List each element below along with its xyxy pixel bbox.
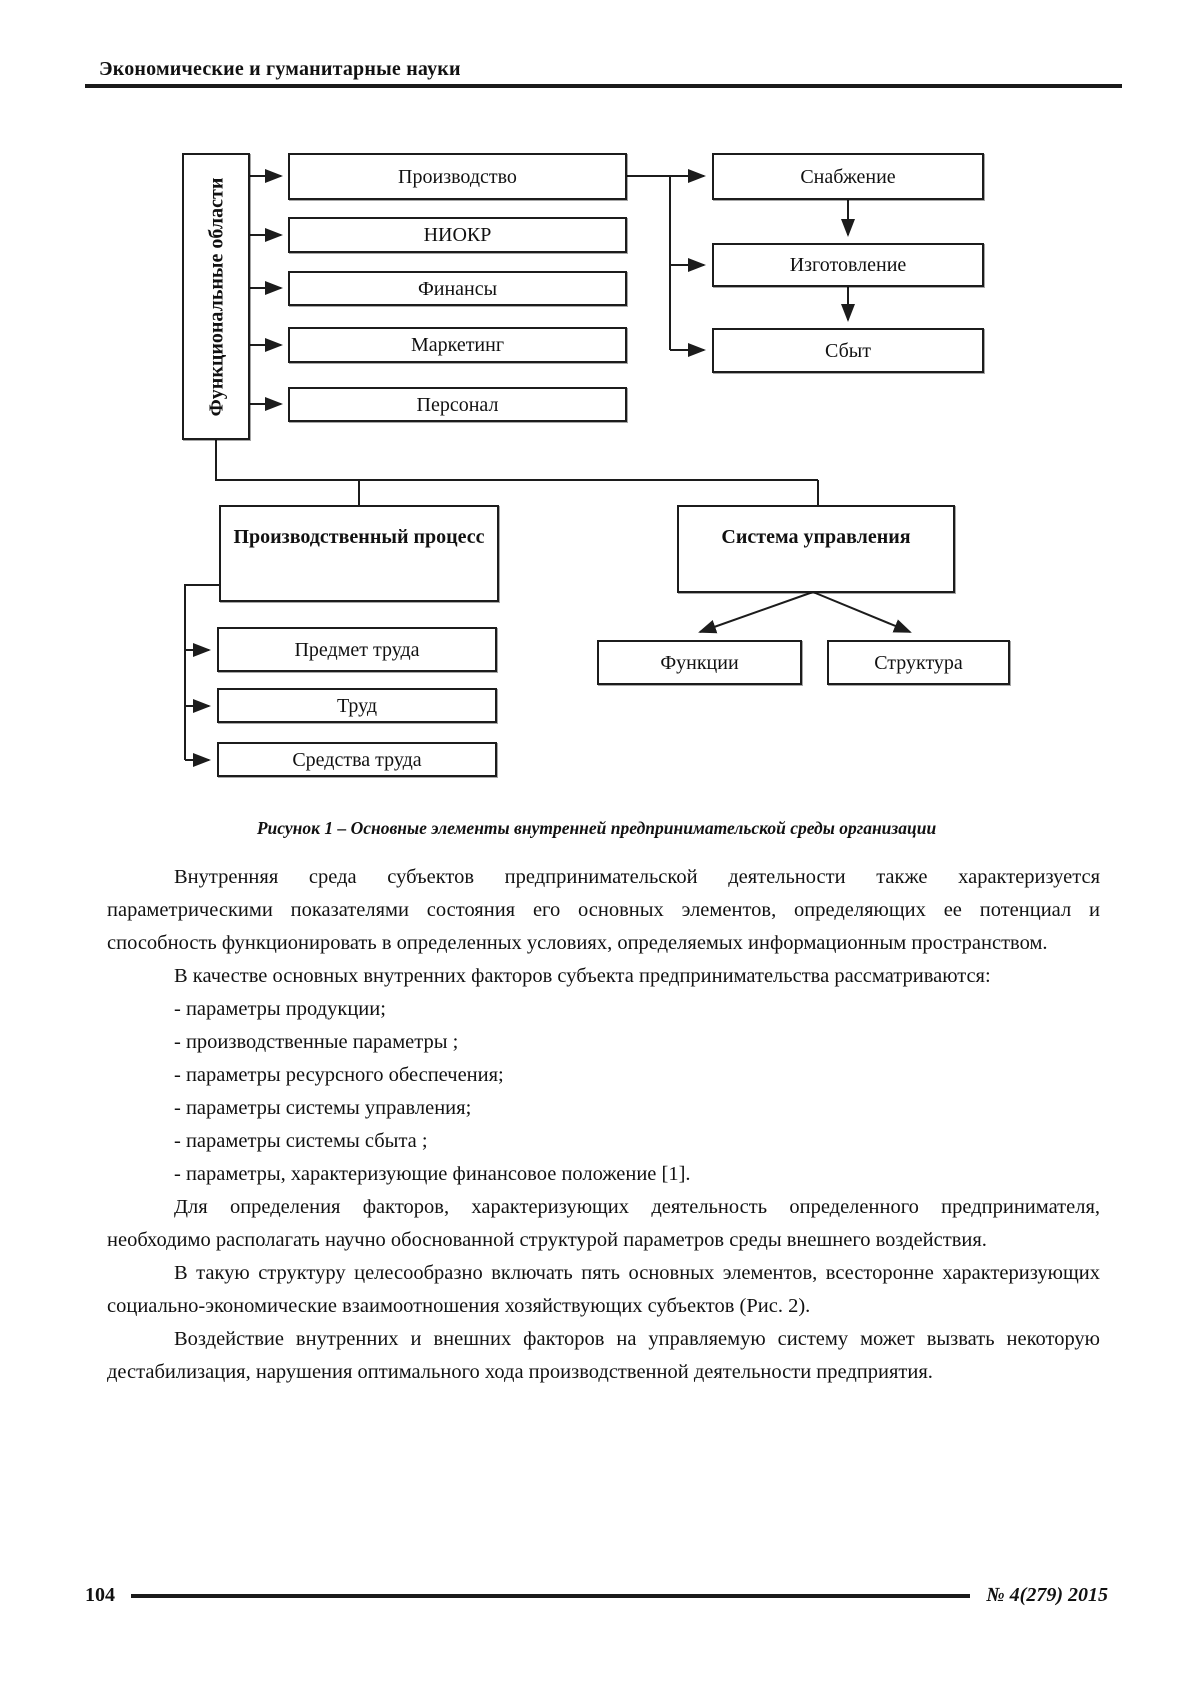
- paragraph: В такую структуру целесообразно включать пять основных элементов, всесторонне характеризующих социально-экономические взаимоотношения хозяйствующих субъектов (Рис. 2).: [107, 1262, 1100, 1317]
- node-structure-label: Структура: [874, 651, 963, 674]
- page-footer: [85, 1584, 1108, 1607]
- node-marketing-label: Маркетинг: [410, 334, 505, 356]
- node-sales-label: Сбыт: [825, 339, 871, 362]
- node-rnd: [288, 217, 627, 253]
- node-subject-of-labor: [217, 627, 497, 672]
- node-finance-label: Финансы: [417, 277, 498, 300]
- list-item: - параметры продукции;: [174, 998, 386, 1020]
- node-subject-of-labor-label: Предмет труда: [294, 638, 420, 661]
- issue-label: № 4(279) 2015: [986, 1584, 1108, 1606]
- node-functions: [597, 640, 802, 685]
- node-rnd-label: НИОКР: [423, 224, 492, 246]
- node-sales: [712, 328, 984, 373]
- figure-caption: Рисунок 1 – Основные элементы внутренней предпринимательской среды организации: [256, 818, 937, 838]
- list-item: - производственные параметры ;: [174, 1031, 459, 1053]
- list-item: - параметры, характеризующие финансовое положение [1].: [174, 1163, 691, 1185]
- node-functions-label: Функции: [660, 651, 739, 674]
- node-functional-areas: [182, 153, 250, 440]
- node-management-system-label: Система управления: [721, 526, 911, 548]
- node-marketing: [288, 327, 627, 363]
- paragraph: Внутренняя среда субъектов предпринимательской деятельности также характеризуется параметрическими показателями состояния его основных элементов, определяющих ее потенциал и способность функционировать в определенных условиях, определяемых информационным пространством.: [107, 866, 1100, 954]
- list-item: - параметры системы управления;: [174, 1097, 472, 1119]
- node-production-process-label: Производственный процесс: [233, 526, 485, 548]
- node-production: [288, 153, 627, 200]
- paragraph: Для определения факторов, характеризующих деятельность определенного предпринимателя, необходимо располагать научно обоснованной структурой параметров среды внешнего воздействия.: [107, 1196, 1100, 1251]
- list-item: - параметры системы сбыта ;: [174, 1130, 428, 1152]
- list-item: - параметры ресурсного обеспечения;: [174, 1064, 504, 1086]
- node-labor-label: Труд: [336, 694, 378, 717]
- running-header-title: Экономические и гуманитарные науки: [99, 58, 461, 80]
- article-body: [107, 861, 1100, 1389]
- paragraph: Воздействие внутренних и внешних факторов на управляемую систему может вызвать некоторую дестабилизация, нарушения оптимального хода производственной деятельности предприятия.: [107, 1328, 1100, 1383]
- node-functional-areas-label: Функциональные области: [205, 177, 228, 416]
- node-supply: [712, 153, 984, 200]
- node-personnel: [288, 387, 627, 422]
- node-means-of-labor: [217, 742, 497, 777]
- footer-rule: [131, 1594, 970, 1598]
- node-production-process: [219, 505, 499, 602]
- node-management-system: [677, 505, 955, 593]
- node-means-of-labor-label: Средства труда: [292, 748, 422, 771]
- page-number: 104: [85, 1584, 115, 1606]
- node-manufacturing: [712, 243, 984, 287]
- paragraph: В качестве основных внутренних факторов субъекта предпринимательства рассматриваются:: [174, 965, 991, 987]
- node-structure: [827, 640, 1010, 685]
- node-personnel-label: Персонал: [416, 393, 499, 416]
- node-labor: [217, 688, 497, 723]
- node-manufacturing-label: Изготовление: [789, 254, 907, 276]
- node-production-label: Производство: [398, 165, 517, 188]
- node-finance: [288, 271, 627, 306]
- node-supply-label: Снабжение: [800, 165, 896, 188]
